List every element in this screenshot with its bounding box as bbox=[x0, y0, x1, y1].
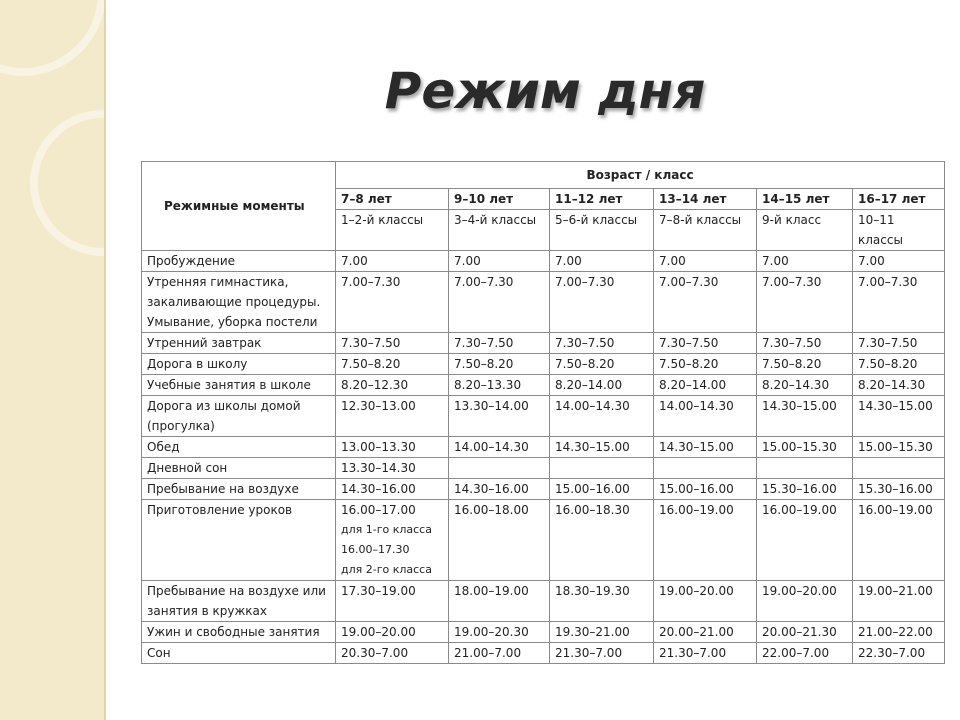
time-cell bbox=[654, 581, 757, 622]
time-value: 7.00 bbox=[555, 254, 582, 268]
time-value: 13.30–14.30 bbox=[341, 461, 416, 475]
time-value: 7.50–8.20 bbox=[341, 357, 401, 371]
time-value: 17.30–19.00 bbox=[341, 584, 416, 598]
activity-cell: Пробуждение bbox=[142, 251, 336, 272]
table-row bbox=[142, 251, 945, 272]
time-cell bbox=[654, 643, 757, 664]
time-cell bbox=[654, 272, 757, 333]
time-cell bbox=[757, 581, 853, 622]
time-cell bbox=[550, 354, 654, 375]
time-value: 18.30–19.30 bbox=[555, 584, 630, 598]
time-value: 7.50–8.20 bbox=[858, 357, 918, 371]
time-value: 7.00 bbox=[659, 254, 686, 268]
time-cell bbox=[336, 458, 449, 479]
time-cell bbox=[449, 458, 550, 479]
time-cell bbox=[853, 458, 945, 479]
time-cell bbox=[550, 333, 654, 354]
time-cell bbox=[336, 375, 449, 396]
time-cell bbox=[853, 333, 945, 354]
time-value: 15.00–15.30 bbox=[762, 440, 837, 454]
time-cell bbox=[853, 354, 945, 375]
time-value: 16.00–17.00 bbox=[341, 503, 416, 517]
time-cell bbox=[654, 500, 757, 581]
time-cell bbox=[449, 354, 550, 375]
activity-cell: Дорога из школы домой (прогулка) bbox=[142, 396, 336, 437]
time-cell bbox=[550, 458, 654, 479]
time-cell bbox=[336, 479, 449, 500]
activity-cell: Утренняя гимнастика, закаливающие процедуры. Умывание, уборка постели bbox=[142, 272, 336, 333]
time-value: 7.00–7.30 bbox=[454, 275, 514, 289]
time-cell bbox=[757, 500, 853, 581]
table-row bbox=[142, 375, 945, 396]
time-value: 7.50–8.20 bbox=[762, 357, 822, 371]
time-value: 21.00–22.00 bbox=[858, 625, 933, 639]
table-row bbox=[142, 437, 945, 458]
time-value: 7.50–8.20 bbox=[454, 357, 514, 371]
schedule-table bbox=[141, 161, 945, 664]
schedule-body bbox=[142, 251, 945, 664]
time-value: 7.00–7.30 bbox=[555, 275, 615, 289]
time-cell bbox=[853, 479, 945, 500]
age-grades-cell: 1–2-й классы bbox=[336, 210, 449, 251]
time-cell bbox=[757, 354, 853, 375]
time-value: 14.00–14.30 bbox=[454, 440, 529, 454]
table-row bbox=[142, 396, 945, 437]
time-cell bbox=[757, 396, 853, 437]
time-cell bbox=[550, 622, 654, 643]
time-value: 7.30–7.50 bbox=[341, 336, 401, 350]
time-cell bbox=[853, 251, 945, 272]
age-grades-cell: 10–11 классы bbox=[853, 210, 945, 251]
activity-cell: Учебные занятия в школе bbox=[142, 375, 336, 396]
activity-cell: Пребывание на воздухе bbox=[142, 479, 336, 500]
time-cell bbox=[449, 333, 550, 354]
time-value: 14.00–14.30 bbox=[555, 399, 630, 413]
time-value: 19.00–21.00 bbox=[858, 584, 933, 598]
time-cell bbox=[853, 437, 945, 458]
header-age: Возраст / класс bbox=[336, 162, 945, 189]
activity-cell: Сон bbox=[142, 643, 336, 664]
age-grades-cell: 7–8-й классы bbox=[654, 210, 757, 251]
time-cell bbox=[336, 272, 449, 333]
time-cell bbox=[336, 333, 449, 354]
time-value: 20.00–21.30 bbox=[762, 625, 837, 639]
time-cell bbox=[449, 251, 550, 272]
time-cell bbox=[853, 500, 945, 581]
time-value: 13.00–13.30 bbox=[341, 440, 416, 454]
time-value: 8.20–14.30 bbox=[858, 378, 926, 392]
time-cell bbox=[654, 251, 757, 272]
time-cell bbox=[853, 396, 945, 437]
time-note: 16.00–17.30 bbox=[341, 543, 410, 556]
age-years-cell: 11–12 лет bbox=[550, 189, 654, 210]
table-row bbox=[142, 581, 945, 622]
time-value: 21.00–7.00 bbox=[454, 646, 522, 660]
time-value: 7.00–7.30 bbox=[341, 275, 401, 289]
age-years-cell: 14–15 лет bbox=[757, 189, 853, 210]
time-value: 8.20–13.30 bbox=[454, 378, 522, 392]
activity-cell: Приготовление уроков bbox=[142, 500, 336, 581]
time-cell bbox=[654, 333, 757, 354]
time-value: 16.00–18.00 bbox=[454, 503, 529, 517]
time-value: 16.00–19.00 bbox=[762, 503, 837, 517]
time-cell bbox=[654, 622, 757, 643]
time-value: 19.30–21.00 bbox=[555, 625, 630, 639]
table-row bbox=[142, 354, 945, 375]
time-value: 7.00 bbox=[341, 254, 368, 268]
time-value: 12.30–13.00 bbox=[341, 399, 416, 413]
time-value: 19.00–20.00 bbox=[659, 584, 734, 598]
time-value: 7.00–7.30 bbox=[858, 275, 918, 289]
table-row bbox=[142, 272, 945, 333]
time-value: 18.00–19.00 bbox=[454, 584, 529, 598]
time-cell bbox=[336, 581, 449, 622]
activity-cell: Утренний завтрак bbox=[142, 333, 336, 354]
time-value: 14.00–14.30 bbox=[659, 399, 734, 413]
time-cell bbox=[757, 437, 853, 458]
table-row bbox=[142, 458, 945, 479]
time-cell bbox=[449, 396, 550, 437]
time-value: 8.20–14.30 bbox=[762, 378, 830, 392]
time-cell bbox=[336, 622, 449, 643]
time-value: 8.20–12.30 bbox=[341, 378, 409, 392]
time-cell bbox=[336, 437, 449, 458]
time-note: для 2-го класса bbox=[341, 563, 432, 576]
time-cell bbox=[550, 581, 654, 622]
time-value: 20.30–7.00 bbox=[341, 646, 409, 660]
time-cell bbox=[336, 500, 449, 581]
activity-cell: Дневной сон bbox=[142, 458, 336, 479]
time-cell bbox=[449, 272, 550, 333]
time-cell bbox=[550, 375, 654, 396]
time-value: 7.50–8.20 bbox=[659, 357, 719, 371]
age-grades-cell: 9-й класс bbox=[757, 210, 853, 251]
time-cell bbox=[757, 643, 853, 664]
time-value: 14.30–16.00 bbox=[341, 482, 416, 496]
time-cell bbox=[449, 375, 550, 396]
time-cell bbox=[757, 622, 853, 643]
table-row bbox=[142, 622, 945, 643]
time-cell bbox=[757, 479, 853, 500]
time-value: 7.00–7.30 bbox=[659, 275, 719, 289]
activity-cell: Ужин и свободные занятия bbox=[142, 622, 336, 643]
time-value: 16.00–19.00 bbox=[659, 503, 734, 517]
time-cell bbox=[654, 458, 757, 479]
time-value: 19.00–20.00 bbox=[341, 625, 416, 639]
table-row bbox=[142, 479, 945, 500]
time-value: 7.30–7.50 bbox=[762, 336, 822, 350]
time-cell bbox=[757, 272, 853, 333]
time-value: 8.20–14.00 bbox=[659, 378, 727, 392]
time-cell bbox=[449, 479, 550, 500]
time-cell bbox=[449, 581, 550, 622]
time-cell bbox=[336, 354, 449, 375]
time-cell bbox=[550, 272, 654, 333]
time-cell bbox=[853, 375, 945, 396]
activity-cell: Пребывание на воздухе или занятия в кружках bbox=[142, 581, 336, 622]
time-value: 7.30–7.50 bbox=[454, 336, 514, 350]
time-cell bbox=[853, 272, 945, 333]
time-cell bbox=[550, 251, 654, 272]
time-value: 13.30–14.00 bbox=[454, 399, 529, 413]
age-grades-cell: 3–4-й классы bbox=[449, 210, 550, 251]
time-cell bbox=[449, 622, 550, 643]
time-value: 15.30–16.00 bbox=[762, 482, 837, 496]
time-cell bbox=[853, 643, 945, 664]
time-cell bbox=[853, 581, 945, 622]
time-value: 14.30–16.00 bbox=[454, 482, 529, 496]
time-value: 22.30–7.00 bbox=[858, 646, 926, 660]
activity-cell: Дорога в школу bbox=[142, 354, 336, 375]
time-cell bbox=[449, 437, 550, 458]
time-cell bbox=[336, 251, 449, 272]
time-value: 7.30–7.50 bbox=[555, 336, 615, 350]
time-cell bbox=[654, 396, 757, 437]
time-value: 14.30–15.00 bbox=[659, 440, 734, 454]
time-cell bbox=[550, 643, 654, 664]
table-row bbox=[142, 643, 945, 664]
age-grades-cell: 5–6-й классы bbox=[550, 210, 654, 251]
time-value: 15.00–16.00 bbox=[555, 482, 630, 496]
time-value: 7.00 bbox=[454, 254, 481, 268]
time-value: 14.30–15.00 bbox=[555, 440, 630, 454]
age-years-cell: 16–17 лет bbox=[853, 189, 945, 210]
table-row bbox=[142, 500, 945, 581]
time-value: 7.50–8.20 bbox=[555, 357, 615, 371]
time-cell bbox=[336, 396, 449, 437]
time-cell bbox=[449, 643, 550, 664]
time-cell bbox=[550, 437, 654, 458]
age-years-cell: 13–14 лет bbox=[654, 189, 757, 210]
time-value: 15.00–15.30 bbox=[858, 440, 933, 454]
time-value: 19.00–20.00 bbox=[762, 584, 837, 598]
age-years-cell: 7–8 лет bbox=[336, 189, 449, 210]
time-cell bbox=[757, 458, 853, 479]
time-value: 7.30–7.50 bbox=[858, 336, 918, 350]
time-cell bbox=[654, 479, 757, 500]
time-cell bbox=[757, 333, 853, 354]
time-cell bbox=[757, 375, 853, 396]
time-cell bbox=[336, 643, 449, 664]
time-cell bbox=[550, 500, 654, 581]
time-cell bbox=[550, 479, 654, 500]
time-note: для 1-го класса bbox=[341, 523, 432, 536]
page-title: Режим дня bbox=[384, 62, 706, 120]
time-cell bbox=[757, 251, 853, 272]
time-value: 14.30–15.00 bbox=[762, 399, 837, 413]
time-value: 19.00–20.30 bbox=[454, 625, 529, 639]
time-value: 7.00–7.30 bbox=[762, 275, 822, 289]
activity-cell: Обед bbox=[142, 437, 336, 458]
time-value: 22.00–7.00 bbox=[762, 646, 830, 660]
time-value: 7.00 bbox=[858, 254, 885, 268]
time-value: 16.00–18.30 bbox=[555, 503, 630, 517]
time-value: 20.00–21.00 bbox=[659, 625, 734, 639]
header-moments: Режимные моменты bbox=[142, 162, 336, 251]
time-value: 7.30–7.50 bbox=[659, 336, 719, 350]
time-cell bbox=[449, 500, 550, 581]
decorative-ring bbox=[30, 110, 106, 256]
time-value: 16.00–19.00 bbox=[858, 503, 933, 517]
time-cell bbox=[550, 396, 654, 437]
table-row bbox=[142, 333, 945, 354]
time-value: 21.30–7.00 bbox=[659, 646, 727, 660]
time-cell bbox=[654, 354, 757, 375]
age-years-cell: 9–10 лет bbox=[449, 189, 550, 210]
time-value: 15.00–16.00 bbox=[659, 482, 734, 496]
time-value: 14.30–15.00 bbox=[858, 399, 933, 413]
time-value: 7.00 bbox=[762, 254, 789, 268]
time-value: 8.20–14.00 bbox=[555, 378, 623, 392]
time-value: 21.30–7.00 bbox=[555, 646, 623, 660]
time-cell bbox=[853, 622, 945, 643]
time-cell bbox=[654, 437, 757, 458]
time-cell bbox=[654, 375, 757, 396]
time-value: 15.30–16.00 bbox=[858, 482, 933, 496]
